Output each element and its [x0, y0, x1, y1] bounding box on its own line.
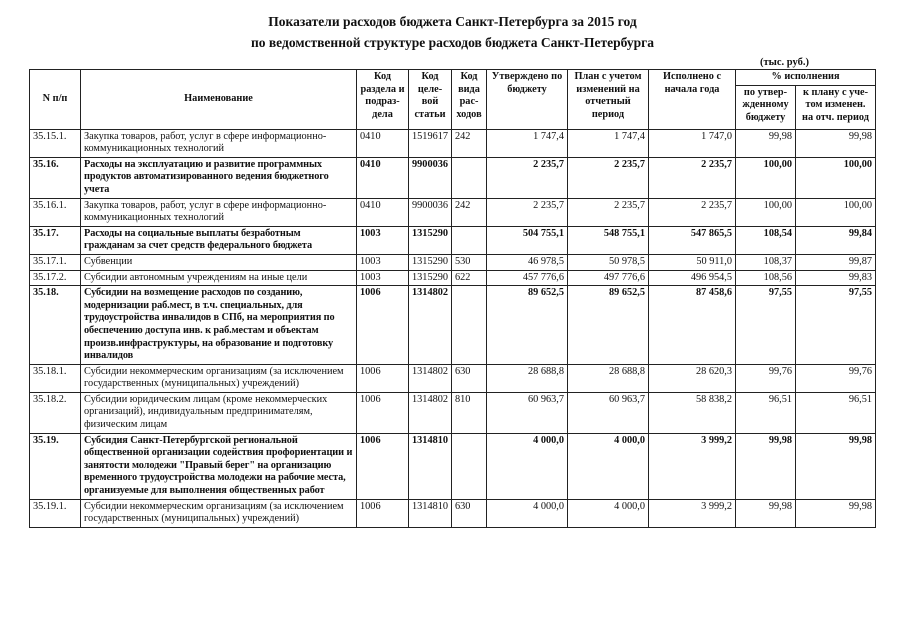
row-num: 35.16.1. [30, 198, 81, 226]
row-pct-plan: 97,55 [796, 286, 876, 365]
row-num: 35.19.1. [30, 499, 81, 527]
row-article-code: 9900036 [409, 157, 452, 198]
table-row [30, 499, 876, 527]
row-section-code: 1006 [357, 364, 409, 392]
row-section-code: 1003 [357, 226, 409, 254]
row-pct-budget: 108,56 [736, 270, 796, 286]
row-type-code: 242 [452, 198, 487, 226]
row-article-code: 1314810 [409, 499, 452, 527]
row-pct-budget: 99,76 [736, 364, 796, 392]
row-plan: 1 747,4 [568, 129, 649, 157]
col-header-plan: План с учетом изменений на отчетный период [568, 70, 649, 130]
row-plan: 2 235,7 [568, 198, 649, 226]
row-plan: 89 652,5 [568, 286, 649, 365]
row-plan: 28 688,8 [568, 364, 649, 392]
row-approved: 2 235,7 [487, 198, 568, 226]
col-header-approved: Утверждено по бюджету [487, 70, 568, 130]
row-executed: 58 838,2 [649, 392, 736, 433]
row-pct-budget: 100,00 [736, 157, 796, 198]
col-header-section: Код раздела и подраз-дела [357, 70, 409, 130]
row-pct-budget: 100,00 [736, 198, 796, 226]
row-name: Субвенции [81, 254, 357, 270]
row-plan: 2 235,7 [568, 157, 649, 198]
row-approved: 4 000,0 [487, 499, 568, 527]
row-plan: 4 000,0 [568, 433, 649, 499]
row-name: Субсидии на возмещение расходов по созданию, модернизации раб.мест, в т.ч. специальных, для трудоустройства инвалидов в СПб, на мероприятия по обеспечению доступа инв. к раб.местам и объектам произв.инфраструктуры, на образование и подготовку инвалидов [81, 286, 357, 365]
row-type-code: 810 [452, 392, 487, 433]
col-header-name: Наименование [81, 70, 357, 130]
row-pct-plan: 99,98 [796, 499, 876, 527]
row-article-code: 1314802 [409, 364, 452, 392]
row-type-code [452, 226, 487, 254]
col-header-pct-budget: по утвер-жденному бюджету [736, 85, 796, 129]
row-executed: 50 911,0 [649, 254, 736, 270]
row-section-code: 1003 [357, 254, 409, 270]
row-pct-plan: 99,98 [796, 129, 876, 157]
row-name: Субсидии некоммерческим организациям (за исключением государственных (муниципальных) учреждений) [81, 499, 357, 527]
row-section-code: 1003 [357, 270, 409, 286]
row-article-code: 1315290 [409, 270, 452, 286]
row-executed: 3 999,2 [649, 433, 736, 499]
row-pct-budget: 99,98 [736, 499, 796, 527]
row-section-code: 1006 [357, 392, 409, 433]
row-approved: 60 963,7 [487, 392, 568, 433]
table-row [30, 270, 876, 286]
row-num: 35.19. [30, 433, 81, 499]
row-executed: 547 865,5 [649, 226, 736, 254]
col-header-num: N п/п [30, 70, 81, 130]
table-row [30, 433, 876, 499]
row-pct-plan: 99,76 [796, 364, 876, 392]
row-num: 35.18. [30, 286, 81, 365]
row-plan: 548 755,1 [568, 226, 649, 254]
row-name: Закупка товаров, работ, услуг в сфере информационно-коммуникационных технологий [81, 198, 357, 226]
row-executed: 87 458,6 [649, 286, 736, 365]
row-pct-budget: 99,98 [736, 433, 796, 499]
row-plan: 4 000,0 [568, 499, 649, 527]
row-approved: 4 000,0 [487, 433, 568, 499]
row-type-code [452, 286, 487, 365]
row-name: Субсидии автономным учреждениям на иные цели [81, 270, 357, 286]
row-name: Субсидии юридическим лицам (кроме некоммерческих организаций), индивидуальным предпринимателям, физическим лицам [81, 392, 357, 433]
row-num: 35.17. [30, 226, 81, 254]
row-article-code: 1314810 [409, 433, 452, 499]
row-plan: 60 963,7 [568, 392, 649, 433]
row-num: 35.16. [30, 157, 81, 198]
row-type-code [452, 433, 487, 499]
row-section-code: 0410 [357, 129, 409, 157]
row-section-code: 1006 [357, 499, 409, 527]
row-executed: 2 235,7 [649, 198, 736, 226]
row-type-code: 530 [452, 254, 487, 270]
row-executed: 28 620,3 [649, 364, 736, 392]
row-num: 35.17.2. [30, 270, 81, 286]
table-row [30, 286, 876, 365]
row-executed: 3 999,2 [649, 499, 736, 527]
row-type-code [452, 157, 487, 198]
page-title: Показатели расходов бюджета Санкт-Петербурга за 2015 год [268, 14, 637, 29]
row-pct-budget: 97,55 [736, 286, 796, 365]
table-row [30, 364, 876, 392]
row-section-code: 0410 [357, 157, 409, 198]
row-pct-plan: 100,00 [796, 198, 876, 226]
row-pct-plan: 99,87 [796, 254, 876, 270]
row-plan: 50 978,5 [568, 254, 649, 270]
row-executed: 496 954,5 [649, 270, 736, 286]
table-row [30, 129, 876, 157]
col-header-article: Код целе-вой статьи [409, 70, 452, 130]
row-approved: 457 776,6 [487, 270, 568, 286]
row-num: 35.18.1. [30, 364, 81, 392]
row-name: Расходы на эксплуатацию и развитие программных продуктов автоматизированного ведения бюджетного учета [81, 157, 357, 198]
page-subtitle: по ведомственной структуре расходов бюджета Санкт-Петербурга [250, 35, 655, 50]
col-header-pct-plan: к плану с уче-том изменен. на отч. период [796, 85, 876, 129]
row-executed: 1 747,0 [649, 129, 736, 157]
row-pct-plan: 99,83 [796, 270, 876, 286]
row-type-code: 630 [452, 499, 487, 527]
row-name: Субсидия Санкт-Петербургской региональной общественной организации содействия профориентации и занятости молодежи "Правый берег" на организацию временного трудоустройства молодежи на рабочие места, организуемые для выполнения общественных работ [81, 433, 357, 499]
row-pct-budget: 108,54 [736, 226, 796, 254]
row-plan: 497 776,6 [568, 270, 649, 286]
row-approved: 89 652,5 [487, 286, 568, 365]
row-type-code: 242 [452, 129, 487, 157]
row-article-code: 1315290 [409, 226, 452, 254]
col-header-type: Код вида рас-ходов [452, 70, 487, 130]
table-row [30, 392, 876, 433]
row-executed: 2 235,7 [649, 157, 736, 198]
row-approved: 2 235,7 [487, 157, 568, 198]
col-header-executed: Исполнено с начала года [649, 70, 736, 130]
table-row [30, 157, 876, 198]
row-article-code: 1314802 [409, 286, 452, 365]
table-row [30, 226, 876, 254]
row-article-code: 9900036 [409, 198, 452, 226]
row-article-code: 1519617 [409, 129, 452, 157]
row-name: Субсидии некоммерческим организациям (за исключением государственных (муниципальных) учреждений) [81, 364, 357, 392]
row-section-code: 1006 [357, 433, 409, 499]
row-pct-plan: 99,84 [796, 226, 876, 254]
row-name: Расходы на социальные выплаты безработным гражданам за счет средств федерального бюджета [81, 226, 357, 254]
col-header-percent-group: % исполнения [736, 70, 876, 86]
row-num: 35.17.1. [30, 254, 81, 270]
row-name: Закупка товаров, работ, услуг в сфере информационно-коммуникационных технологий [81, 129, 357, 157]
row-num: 35.15.1. [30, 129, 81, 157]
row-pct-plan: 99,98 [796, 433, 876, 499]
row-num: 35.18.2. [30, 392, 81, 433]
row-pct-plan: 96,51 [796, 392, 876, 433]
row-approved: 46 978,5 [487, 254, 568, 270]
row-type-code: 622 [452, 270, 487, 286]
row-pct-plan: 100,00 [796, 157, 876, 198]
units-label: (тыс. руб.) [760, 57, 809, 68]
row-approved: 504 755,1 [487, 226, 568, 254]
row-section-code: 0410 [357, 198, 409, 226]
row-section-code: 1006 [357, 286, 409, 365]
expenses-table [29, 69, 876, 528]
row-approved: 1 747,4 [487, 129, 568, 157]
row-pct-budget: 99,98 [736, 129, 796, 157]
row-type-code: 630 [452, 364, 487, 392]
row-article-code: 1314802 [409, 392, 452, 433]
row-article-code: 1315290 [409, 254, 452, 270]
table-row [30, 198, 876, 226]
row-pct-budget: 96,51 [736, 392, 796, 433]
row-pct-budget: 108,37 [736, 254, 796, 270]
table-row [30, 254, 876, 270]
row-approved: 28 688,8 [487, 364, 568, 392]
table-body [30, 129, 876, 527]
